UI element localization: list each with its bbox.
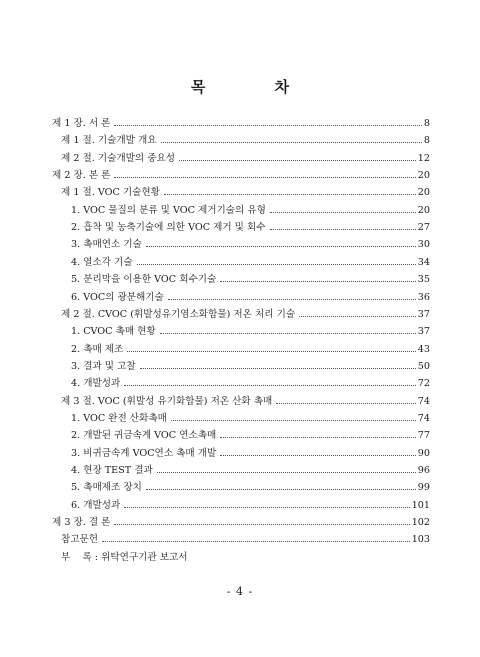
toc-entry-page: 20 <box>417 187 430 199</box>
toc-entry <box>61 152 430 166</box>
toc-entry <box>61 134 430 148</box>
toc-entry <box>71 447 430 461</box>
toc-entry-page: 8 <box>423 135 430 147</box>
toc-entry <box>71 499 430 513</box>
toc-leader-dots <box>164 194 416 195</box>
toc-entry-page: 34 <box>417 256 430 268</box>
toc-leader-dots <box>299 316 416 317</box>
toc-entry <box>71 221 430 235</box>
toc-entry-label: 참고문헌 <box>61 534 99 546</box>
toc-entry <box>71 238 430 252</box>
toc-entry <box>52 169 430 183</box>
toc-leader-dots <box>114 177 415 178</box>
toc-entry <box>61 395 430 409</box>
toc-entry <box>61 551 430 565</box>
page-title: 목 차 <box>190 78 322 96</box>
toc-entry-label: 제 1 장. 서 론 <box>52 118 111 129</box>
toc-entry-page: 8 <box>423 118 430 129</box>
toc-entry <box>52 117 430 131</box>
toc-entry-label: 4. 현장 TEST 결과 <box>71 465 153 476</box>
toc-entry-page: 20 <box>417 204 430 216</box>
toc-entry-page: 96 <box>417 465 430 476</box>
toc-entry-page: 12 <box>417 152 430 164</box>
toc-entry-label: 3. 촉매연소 기술 <box>71 239 142 251</box>
toc-leader-dots <box>157 472 416 473</box>
toc-leader-dots <box>146 489 416 490</box>
toc-leader-dots <box>124 385 416 386</box>
toc-leader-dots <box>127 351 415 352</box>
toc-entry <box>71 291 430 305</box>
toc-entry-page: 74 <box>417 412 430 424</box>
toc-entry-label: 제 3 절. VOC (휘발성 유기화합물) 저온 산화 촉매 <box>61 395 273 407</box>
toc-entry-page: 50 <box>417 360 430 372</box>
toc-leader-dots <box>220 455 416 456</box>
toc-entry <box>61 308 430 322</box>
toc-entry-page: 37 <box>417 326 430 338</box>
toc-leader-dots <box>270 229 416 230</box>
page-number: - 4 - <box>226 585 254 598</box>
toc-entry <box>71 273 430 287</box>
toc-entry-label: 6. VOC의 광분해기술 <box>71 291 164 303</box>
toc-entry-page: 36 <box>417 291 430 303</box>
toc-entry-label: 6. 개발성과 <box>71 499 121 511</box>
toc-entry-label: 제 2 장. 본 론 <box>52 170 111 182</box>
toc-leader-dots <box>137 264 416 265</box>
toc-entry-page: 35 <box>417 274 430 286</box>
toc-entry-page: 77 <box>417 430 430 442</box>
toc-entry-label: 2. 개발된 귀금속계 VOC 연소촉매 <box>71 430 217 442</box>
toc-entry-page: 43 <box>417 343 430 355</box>
toc-entry <box>52 516 430 530</box>
toc-leader-dots <box>140 368 416 369</box>
toc-leader-dots <box>276 403 415 404</box>
toc-entry-label: 1. VOC 완전 산화촉매 <box>71 412 167 424</box>
toc-leader-dots <box>102 541 410 542</box>
toc-leader-dots <box>146 246 416 247</box>
toc-entry-label: 2. 흡착 및 농축기술에 의한 VOC 제거 및 회수 <box>71 222 266 234</box>
toc-entry-page: 90 <box>417 447 430 459</box>
toc-entry-label: 4. 열소각 기술 <box>71 256 133 268</box>
toc-entry <box>71 377 430 391</box>
toc-entry-label: 1. VOC 물질의 분류 및 VOC 제거기술의 유형 <box>71 204 266 216</box>
toc-entry <box>71 325 430 339</box>
toc-entry <box>71 429 430 443</box>
toc-entry <box>61 533 430 547</box>
toc-entry-page: 103 <box>411 534 430 546</box>
toc-entry <box>71 481 430 495</box>
toc-entry-page: 74 <box>417 395 430 407</box>
toc-entry <box>71 204 430 218</box>
toc-entry-page: 30 <box>417 239 430 251</box>
toc-entry <box>71 464 430 478</box>
toc-entry <box>71 256 430 270</box>
toc-entry-page: 72 <box>417 378 430 390</box>
toc-entry-label: 제 2 절. 기술개발의 중요성 <box>61 152 176 164</box>
toc-leader-dots <box>160 333 416 334</box>
toc-entry-label: 5. 촉매제조 장치 <box>71 482 142 494</box>
toc-entry <box>71 343 430 357</box>
toc-entry-label: 제 1 절. VOC 기술현황 <box>61 187 160 199</box>
toc-entry-label: 제 2 절. CVOC (휘발성유기염소화합물) 저온 처리 기술 <box>61 308 296 320</box>
toc-entry-label: 2. 촉매 제조 <box>71 343 124 355</box>
toc-entry-label: 제 1 절. 기술개발 개요 <box>61 135 157 147</box>
toc-leader-dots <box>270 212 416 213</box>
toc-entry <box>61 186 430 200</box>
toc-entry-page: 99 <box>417 482 430 494</box>
toc-leader-dots <box>161 142 422 143</box>
toc-entry <box>71 412 430 426</box>
toc-entry-page: 27 <box>417 222 430 234</box>
toc-entry-page: 101 <box>411 499 430 511</box>
toc-leader-dots <box>220 437 416 438</box>
toc-entry-page: 102 <box>411 517 430 529</box>
toc-entry-label: 3. 비귀금속계 VOC연소 촉매 개발 <box>71 447 217 459</box>
toc-leader-dots <box>114 524 409 525</box>
toc-leader-dots <box>168 299 416 300</box>
toc-entry-label: 제 3 장. 결 론 <box>52 517 111 529</box>
toc-entry-page: 20 <box>417 170 430 182</box>
toc-leader-dots <box>179 160 416 161</box>
toc-leader-dots <box>220 281 416 282</box>
toc-entry-label: 4. 개발성과 <box>71 378 121 390</box>
toc-entry-page: 37 <box>417 308 430 320</box>
toc-entry-label: 1. CVOC 촉매 현황 <box>71 326 156 338</box>
toc-entry-label: 부 록 : 위탁연구기관 보고서 <box>61 551 188 563</box>
toc-leader-dots <box>114 125 421 126</box>
toc-entry <box>71 360 430 374</box>
toc-leader-dots <box>124 507 409 508</box>
toc-entry-label: 3. 결과 및 고찰 <box>71 360 136 372</box>
toc-leader-dots <box>171 420 416 421</box>
toc-entry-label: 5. 분리막을 이용한 VOC 회수기술 <box>71 274 217 286</box>
